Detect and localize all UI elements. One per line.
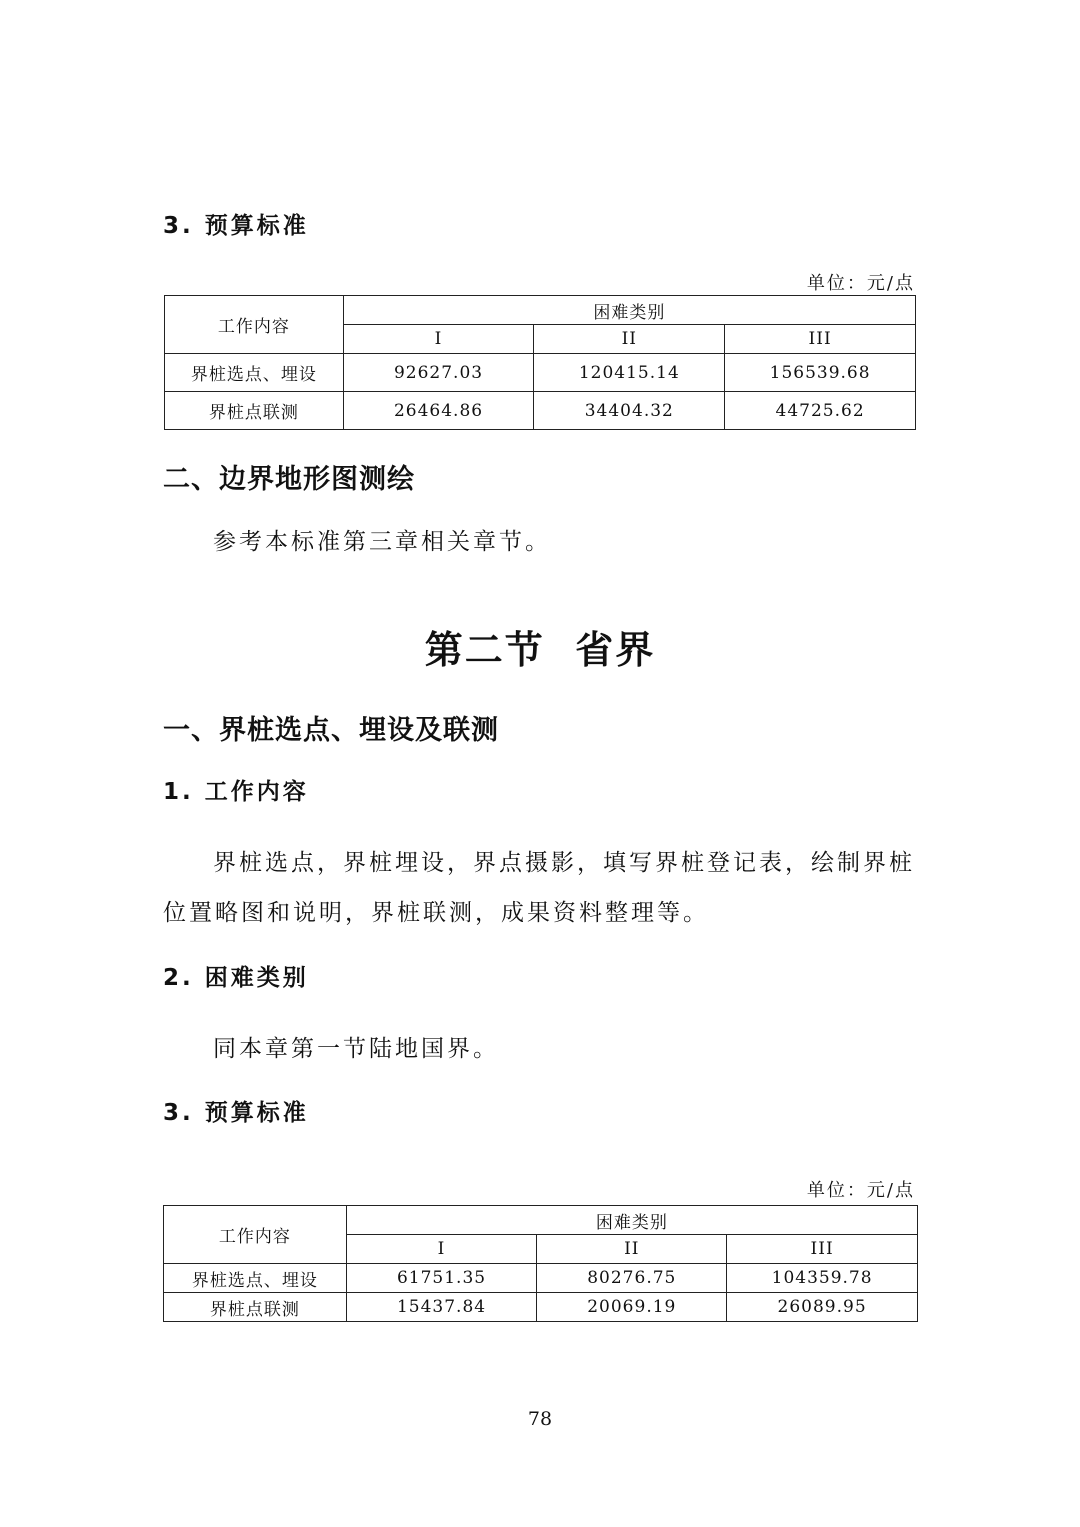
cell-value: 20069.19 [537, 1293, 727, 1322]
cell-value: 156539.68 [725, 354, 916, 392]
cell-value: 15437.84 [346, 1293, 537, 1322]
difficulty-header: 困难类别 [343, 296, 915, 325]
work-content-header: 工作内容 [165, 296, 344, 354]
table-row [165, 354, 916, 392]
section-heading: 一、界桩选点、埋设及联测 [163, 715, 499, 746]
budget-heading: 3. 预算标准 [163, 213, 309, 239]
difficulty-header: 困难类别 [346, 1206, 917, 1235]
cell-value: 80276.75 [537, 1264, 727, 1293]
cell-value: 92627.03 [343, 354, 534, 392]
cell-value: 120415.14 [534, 354, 725, 392]
table-row [164, 1264, 918, 1293]
row-label: 界桩选点、埋设 [164, 1264, 347, 1293]
row-label: 界桩点联测 [165, 392, 344, 430]
section-heading: 二、边界地形图测绘 [163, 464, 415, 495]
table-row [164, 1293, 918, 1322]
class-iii-header: III [725, 325, 916, 354]
cell-value: 26089.95 [727, 1293, 918, 1322]
class-iii-header: III [727, 1235, 918, 1264]
difficulty-text: 同本章第一节陆地国界。 [213, 1036, 499, 1062]
cell-value: 26464.86 [343, 392, 534, 430]
cell-value: 61751.35 [346, 1264, 537, 1293]
class-ii-header: II [537, 1235, 727, 1264]
work-content-header: 工作内容 [164, 1206, 347, 1264]
work-content-heading: 1. 工作内容 [163, 779, 309, 805]
chapter-title: 第二节 省界 [424, 628, 656, 672]
budget-table [164, 295, 916, 430]
section-text: 参考本标准第三章相关章节。 [213, 529, 551, 555]
cell-value: 34404.32 [534, 392, 725, 430]
unit-label: 单位：元/点 [806, 1180, 915, 1201]
budget-table [163, 1205, 918, 1322]
class-ii-header: II [534, 325, 725, 354]
table-row [165, 392, 916, 430]
page-number: 78 [527, 1408, 553, 1430]
unit-label: 单位：元/点 [806, 273, 915, 294]
difficulty-heading: 2. 困难类别 [163, 965, 309, 991]
cell-value: 104359.78 [727, 1264, 918, 1293]
class-i-header: I [343, 325, 534, 354]
budget-heading: 3. 预算标准 [163, 1100, 309, 1126]
row-label: 界桩点联测 [164, 1293, 347, 1322]
row-label: 界桩选点、埋设 [165, 354, 344, 392]
work-content-text: 界桩选点，界桩埋设，界点摄影，填写界桩登记表，绘制界桩位置略图和说明，界桩联测，成果资料整理等。 [163, 850, 915, 926]
cell-value: 44725.62 [725, 392, 916, 430]
class-i-header: I [346, 1235, 537, 1264]
